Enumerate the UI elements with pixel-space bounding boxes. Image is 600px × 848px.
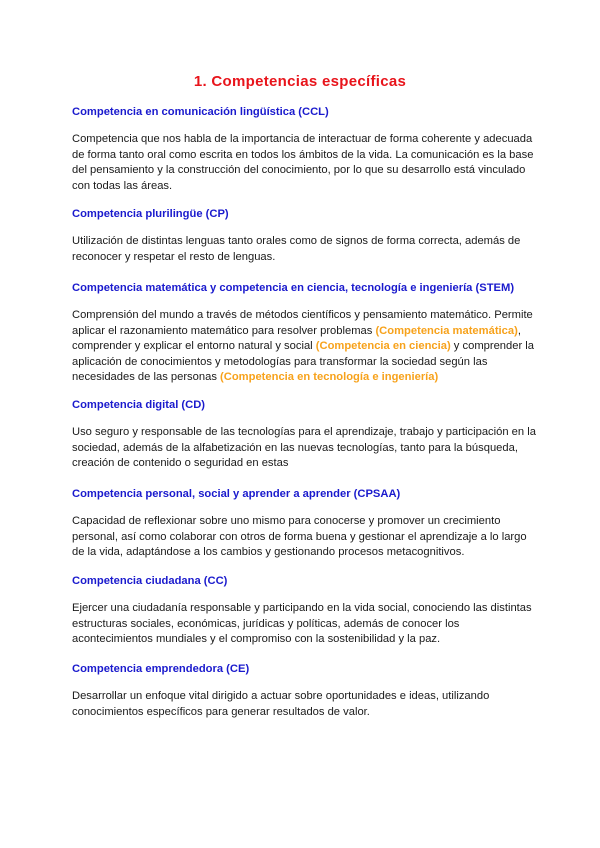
- section-heading-stem: Competencia matemática y competencia en ciencia, tecnología e ingeniería (STEM): [72, 282, 515, 294]
- section-heading-cd: Competencia digital (CD): [72, 399, 206, 411]
- stem-text-2: , comprender y explicar el entorno natural y social: [72, 324, 521, 353]
- section-heading-cp: Competencia plurilingüe (CP): [72, 208, 229, 220]
- section-body-cpsaa: Capacidad de reflexionar sobre uno mismo para conocerse y promover un crecimiento personal, así como colaborar con otros de forma buena y gestionar el aprendizaje a lo largo de la vida, adaptándose a los cambios y gestionando procesos metacognitivos.: [72, 515, 527, 559]
- section-body-ce: Desarrollar un enfoque vital dirigido a actuar sobre oportunidades e ideas, utilizando conocimientos específicos para generar resultados de valor.: [72, 690, 490, 718]
- section-body-stem: [72, 308, 542, 386]
- section-body-cc: Ejercer una ciudadanía responsable y participando en la vida social, conociendo las distintas estructuras sociales, económicas, jurídicas y políticas, además de conocer los acontecimientos mundiales y el compromiso con la sostenibilidad y la paz.: [72, 602, 532, 646]
- section-ce: [72, 662, 542, 720]
- section-heading-cc: Competencia ciudadana (CC): [72, 575, 228, 587]
- highlight-competencia-matematica: (Competencia matemática): [375, 324, 518, 337]
- section-cpsaa: [72, 487, 542, 561]
- section-body-ccl: Competencia que nos habla de la importancia de interactuar de forma coherente y adecuada de forma tanto oral como escrita en todos los ámbitos de la vida. La comunicación es la base del pensamiento y la construcción del conocimiento, por lo que su desarrollo está vinculado con todas las áreas.: [72, 133, 534, 192]
- section-heading-ccl: Competencia en comunicación lingüística (CCL): [72, 106, 329, 118]
- stem-text-1: Comprensión del mundo a través de métodos científicos y pensamiento matemático. Permite aplicar el razonamiento matemático para resolver problemas: [72, 309, 533, 337]
- stem-text-3: y comprender la aplicación de conocimientos y metodologías para transformar la sociedad según las necesidades de las personas: [72, 340, 535, 384]
- highlight-competencia-ciencia: (Competencia en ciencia): [315, 340, 451, 353]
- page-title: 1. Competencias específicas: [193, 73, 407, 90]
- highlight-competencia-tecnologia: (Competencia en tecnología e ingeniería): [220, 371, 439, 384]
- section-body-cp: Utilización de distintas lenguas tanto orales como de signos de forma correcta, además de reconocer y respetar el resto de lenguas.: [72, 235, 521, 263]
- section-heading-ce: Competencia emprendedora (CE): [72, 663, 250, 675]
- section-ccl: [72, 105, 542, 194]
- section-cd: [72, 398, 542, 472]
- section-stem: [72, 281, 542, 386]
- section-cp: [72, 207, 542, 265]
- section-cc: [72, 574, 542, 648]
- section-heading-cpsaa: Competencia personal, social y aprender a aprender (CPSAA): [72, 488, 401, 500]
- section-body-cd: Uso seguro y responsable de las tecnologías para el aprendizaje, trabajo y participación en la sociedad, además de la alfabetización en las nuevas tecnologías, tanto para la búsqueda, creación de contenido o seguridad en estas: [72, 426, 536, 470]
